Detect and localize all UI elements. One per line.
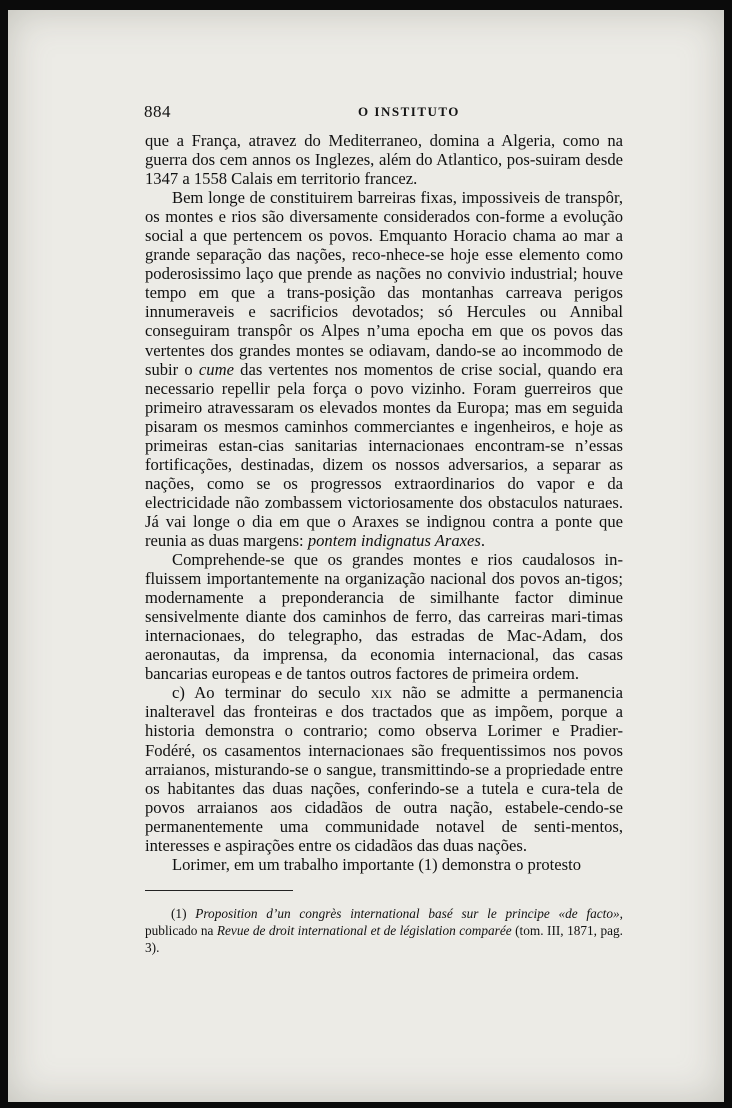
paragraph-2-text-a: Bem longe de constituirem barreiras fixas, impossiveis de transpôr, os montes e rios são diversamente considerados con-forme a evolução social a que pertencem os povos. Emquanto Horacio chama ao mar a grande separação das nações, reco-nhece-se hoje esse elemento como poderosissimo laço que prende as nações no convivio industrial; houve tempo em que a trans-posição das montanhas carreava perigos innumeraveis e sacrificios devotados; só Hercules ou Annibal conseguiram transpôr os Alpes n’uma epocha em que os povos das vertentes dos grandes montes se odiavam, dando-se ao incommodo de subir o xyxy=(145,188,623,379)
page-number: 884 xyxy=(144,102,171,121)
footnote-journal: Revue de droit international et de législation comparée xyxy=(216,923,512,938)
paragraph-4-text-a: Ao terminar do seculo xyxy=(184,683,371,703)
paragraph-2 xyxy=(145,188,623,550)
century-numeral: xix xyxy=(370,683,393,703)
paragraph-2-text-b: das vertentes nos momentos de crise social, quando era necessario repellir pela força o povo vizinho. Foram guerreiros que primeiro atravessaram os elevados montes da Europa; mas em seguida pisaram os mesmos caminhos commerciantes e ingenheiros, e hoje as primeiras estan-cias sanitarias internacionaes encontram-se n’essas fortificações, destinadas, dizem os nossos adversarios, a separar as nações, como se os progressos extraordinarios do vapor e da electricidade não zombassem victoriosamente dos obstaculos naturaes. Já vai longe o dia em que o Araxes se indignou contra a ponte que reunia as duas margens: xyxy=(145,359,624,550)
footnote-marker: (1) xyxy=(171,906,187,921)
latin-quote: pontem indignatus Araxes xyxy=(307,530,481,550)
footnote-mid: , publicado na xyxy=(145,906,623,938)
running-title: O INSTITUTO xyxy=(358,104,460,119)
paragraph-5-text: Lorimer, em um trabalho importante (1) demonstra o protesto xyxy=(172,854,581,874)
page-header xyxy=(144,102,634,124)
footnote xyxy=(145,905,623,956)
footnote-end: (tom. III, 1871, pag. 3). xyxy=(145,923,623,955)
paragraph-4-mark: c) xyxy=(172,683,185,703)
paragraph-5 xyxy=(145,855,623,874)
paragraph-2-end: . xyxy=(480,530,485,550)
footnote-divider xyxy=(145,890,293,891)
paragraph-3-text: Comprehende-se que os grandes montes e rios caudalosos in-fluissem importantemente na organização nacional dos povos an-tigos; modernamente a preponderancia de similhante factor diminue sensivelmente diante dos caminhos de ferro, das carreiras mari-timas internacionaes, do telegrapho, das estradas de Mac-Adam, dos aeronautas, da imprensa, da economia internacional, das casas bancarias europeas e de tantos outros factores de primeira ordem. xyxy=(145,550,623,684)
paragraph-1-text: que a França, atravez do Mediterraneo, domina a Algeria, como na guerra dos cem annos os Inglezes, além do Atlantico, pos-suiram desde 1347 a 1558 Calais em territorio francez. xyxy=(145,131,623,189)
paragraph-4 xyxy=(145,683,623,854)
paragraph-4-text-b: não se admitte a permanencia inalteravel das fronteiras e dos tractados que as impõem, porque a historia demonstra o contrario; como observa Lorimer e Pradier-Fodéré, os casamentos internacionaes são frequentissimos nos povos arraianos, misturando-se o sangue, transmittindo-se a propriedade entre os habitantes das duas nações, conferindo-se a tutela e cura-tela de povos arraianos aos cidadãos de outra nação, estabele-cendo-se permanentemente uma communidade notavel de senti-mentos, interesses e aspirações entre os cidadãos das duas nações. xyxy=(145,683,623,855)
body-text xyxy=(145,131,623,874)
paragraph-2-cume: cume xyxy=(198,359,234,379)
footnote-title: Proposition d’un congrès international basé sur le principe «de facto» xyxy=(195,906,620,921)
paragraph-3 xyxy=(145,550,623,683)
paragraph-1 xyxy=(145,131,623,188)
